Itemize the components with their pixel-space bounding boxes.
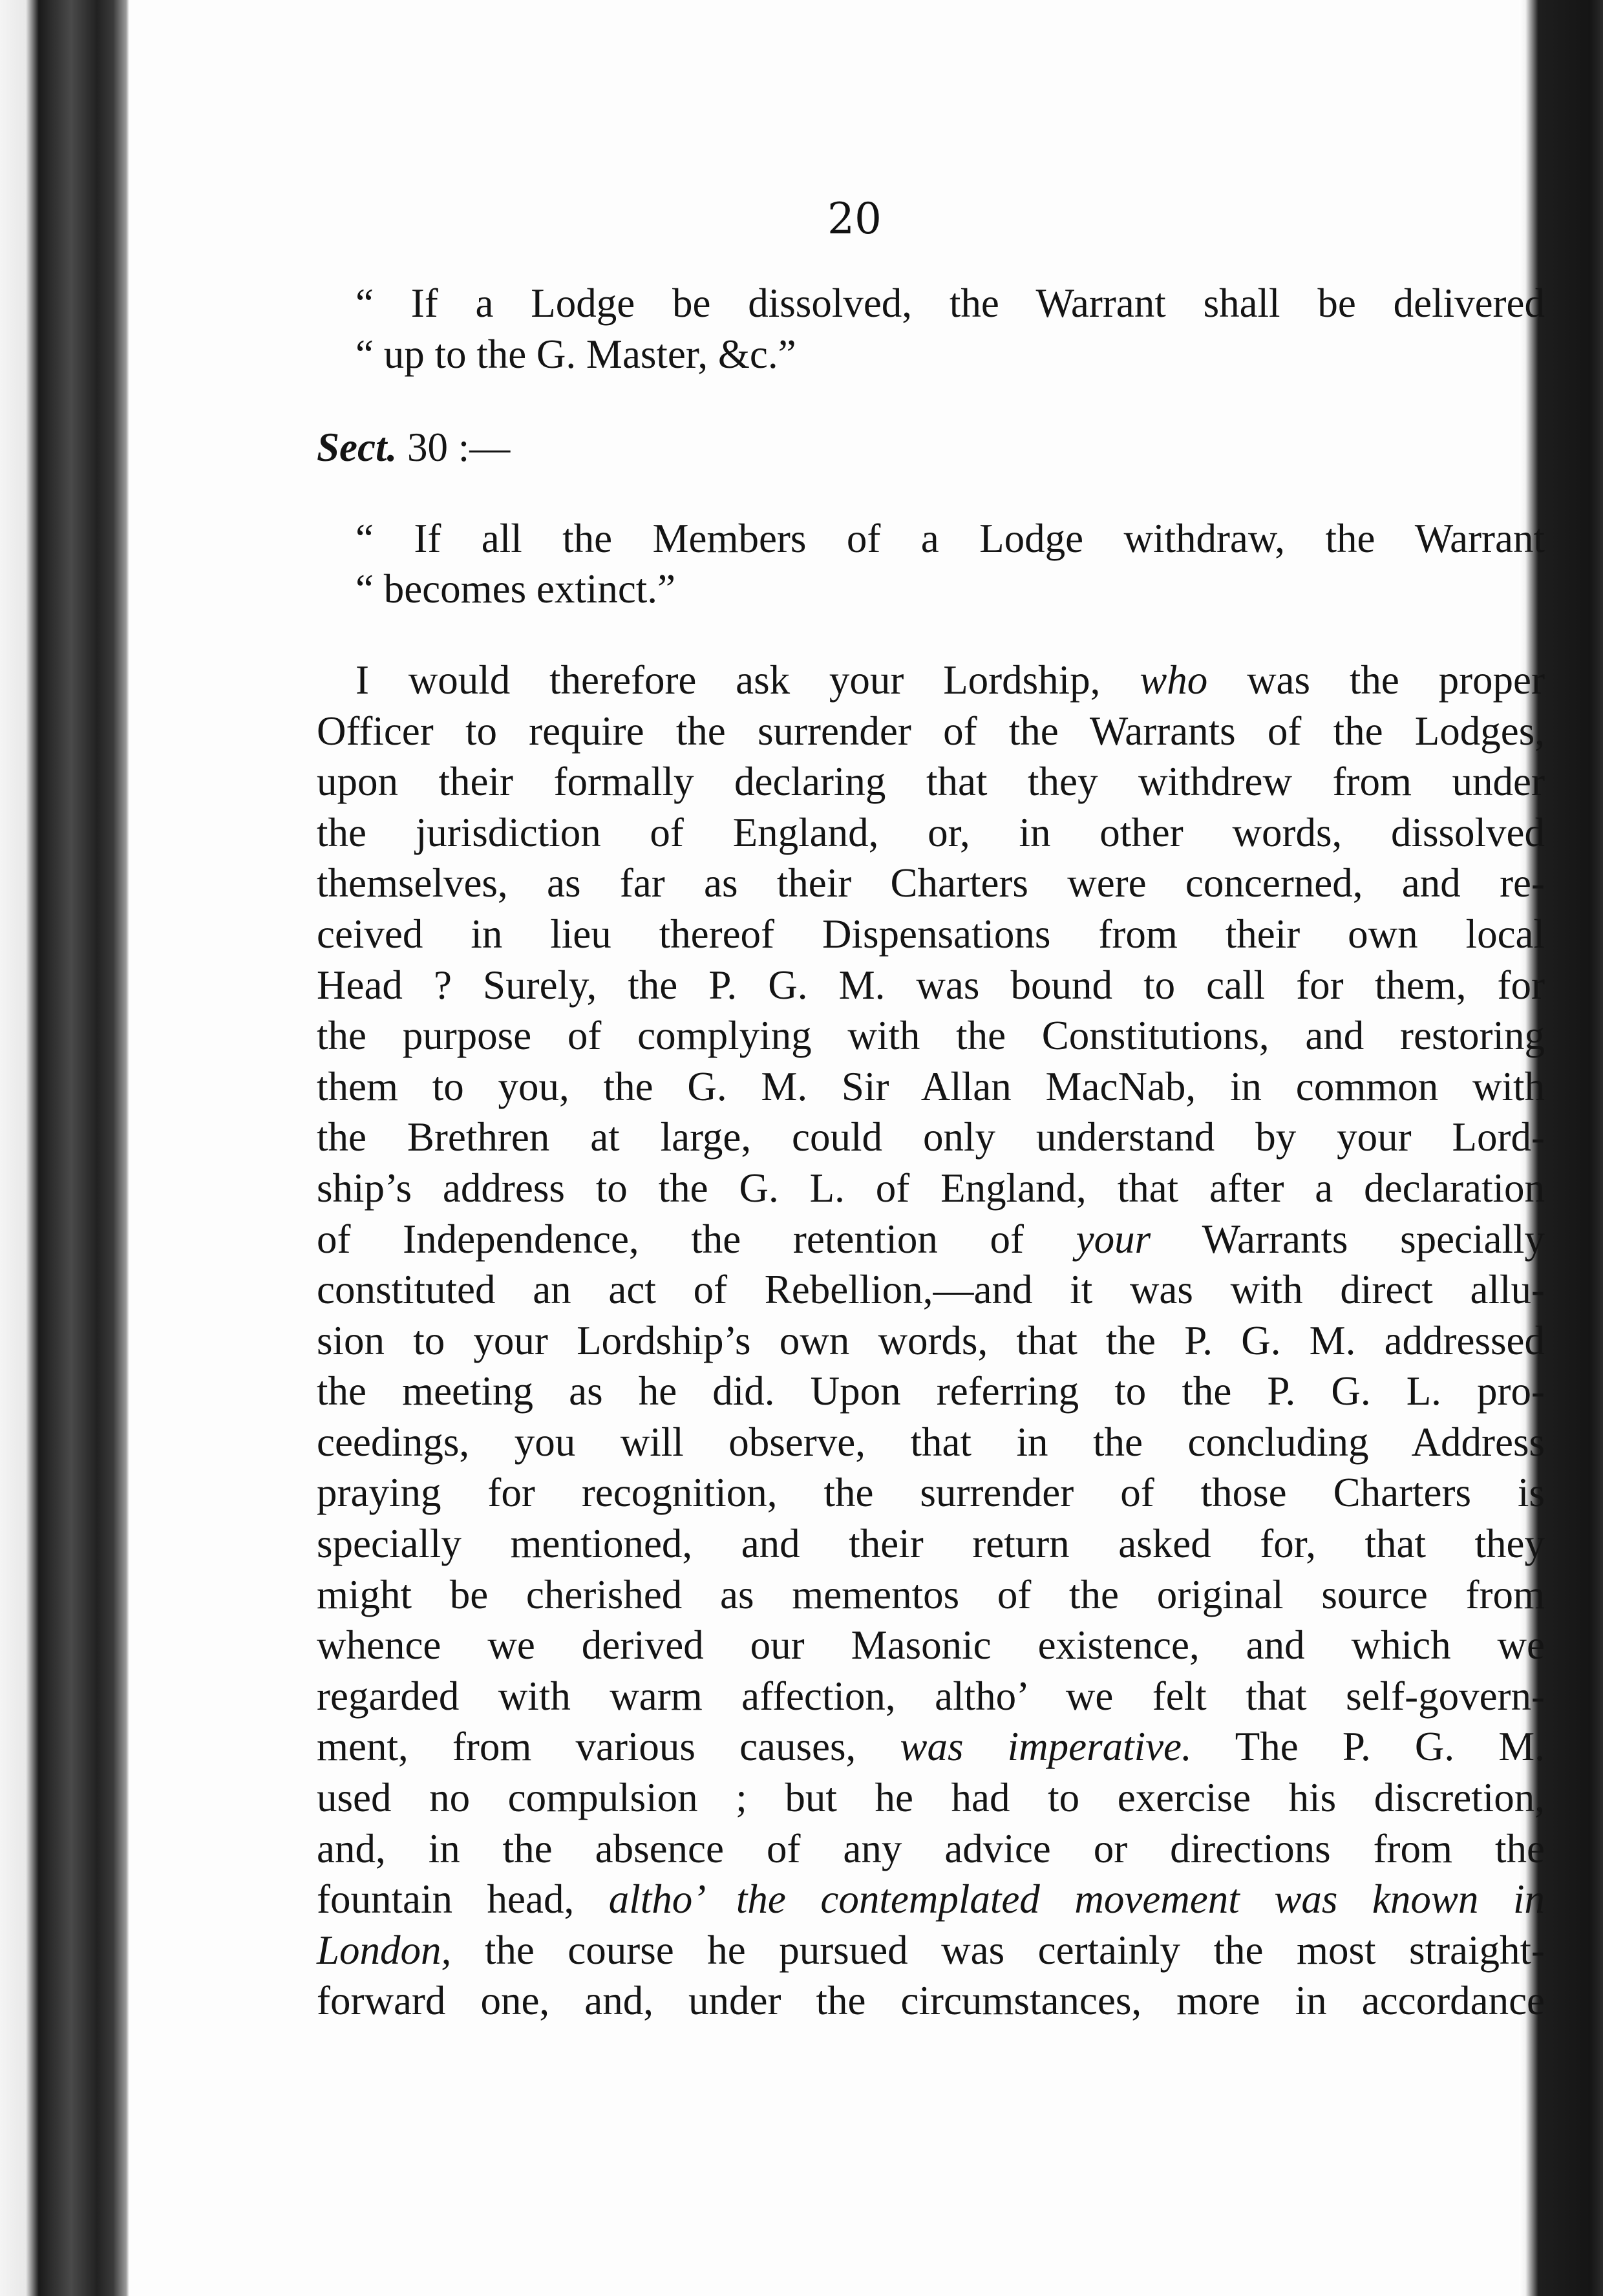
paragraph-line: and, in the absence of any advice or directions from the	[317, 1825, 1545, 1871]
paragraph-line: sion to your Lordship’s own words, that the P. G. M. addressed	[317, 1317, 1545, 1363]
paragraph-line: might be cherished as mementos of the original source from	[317, 1571, 1545, 1617]
paragraph-line: of Independence, the retention of your Warrants specially	[317, 1216, 1545, 1262]
quote-line: “ If a Lodge be dissolved, the Warrant shall be delivered	[356, 281, 1545, 326]
paragraph-line: the meeting as he did. Upon referring to the P. G. L. pro-	[317, 1368, 1545, 1414]
spacer	[317, 473, 1545, 513]
paragraph-line: upon their formally declaring that they withdrew from under	[317, 759, 1545, 805]
paragraph-line: London, the course he pursued was certainly the most straight-	[317, 1927, 1545, 1973]
paragraph-line: ship’s address to the G. L. of England, that after a declaration	[317, 1165, 1545, 1211]
paragraph-line: ceedings, you will observe, that in the concluding Address	[317, 1419, 1545, 1465]
paragraph-line: regarded with warm affection, altho’ we felt that self-govern-	[317, 1673, 1545, 1719]
quote-line: “ If all the Members of a Lodge withdraw, the Warrant	[356, 515, 1545, 561]
paragraph-line: forward one, and, under the circumstances, more in accordance	[317, 1978, 1545, 2024]
paragraph-line: Officer to require the surrender of the Warrants of the Lodges,	[317, 708, 1545, 754]
paragraph-line: the Brethren at large, could only understand by your Lord-	[317, 1114, 1545, 1160]
paragraph-line: used no compulsion ; but he had to exercise his discretion,	[317, 1775, 1545, 1821]
paragraph-line: the purpose of complying with the Constitutions, and restoring	[317, 1013, 1545, 1059]
paragraph-line: fountain head, altho’ the contemplated movement was known in	[317, 1876, 1545, 1922]
paragraph-line: specially mentioned, and their return asked for, that they	[317, 1521, 1545, 1567]
quote-line: “ up to the G. Master, &c.”	[356, 331, 796, 377]
quote-line: “ becomes extinct.”	[356, 566, 676, 612]
spacer	[317, 615, 1545, 655]
paragraph-line: themselves, as far as their Charters were concerned, and re-	[317, 860, 1545, 906]
book-page	[129, 0, 1545, 2296]
paragraph-line: Head ? Surely, the P. G. M. was bound to call for them, for	[317, 962, 1545, 1008]
paragraph-line: them to you, the G. M. Sir Allan MacNab, in common with	[317, 1063, 1545, 1109]
section-number: 30 :—	[407, 425, 511, 471]
quote-block-2	[317, 513, 1545, 615]
spacer	[317, 379, 1545, 422]
paragraph-line: the jurisdiction of England, or, in other words, dissolved	[317, 809, 1545, 855]
paragraph-line: constituted an act of Rebellion,—and it was with direct allu-	[317, 1267, 1545, 1313]
page-body	[317, 278, 1545, 2026]
paragraph-line: praying for recognition, the surrender of those Charters is	[317, 1470, 1545, 1516]
main-paragraph	[317, 655, 1545, 2026]
binding-edge-left	[0, 0, 129, 2296]
paragraph-line: whence we derived our Masonic existence, and which we	[317, 1622, 1545, 1668]
section-heading	[317, 422, 1545, 473]
paragraph-line: ceived in lieu thereof Dispensations from their own local	[317, 911, 1545, 957]
paragraph-line: ment, from various causes, was imperative. The P. G. M.	[317, 1724, 1545, 1770]
section-label: Sect.	[317, 425, 398, 471]
quote-block-1	[317, 278, 1545, 379]
page-number: 20	[827, 194, 882, 244]
paragraph-line: I would therefore ask your Lordship, who was the proper	[356, 657, 1545, 703]
